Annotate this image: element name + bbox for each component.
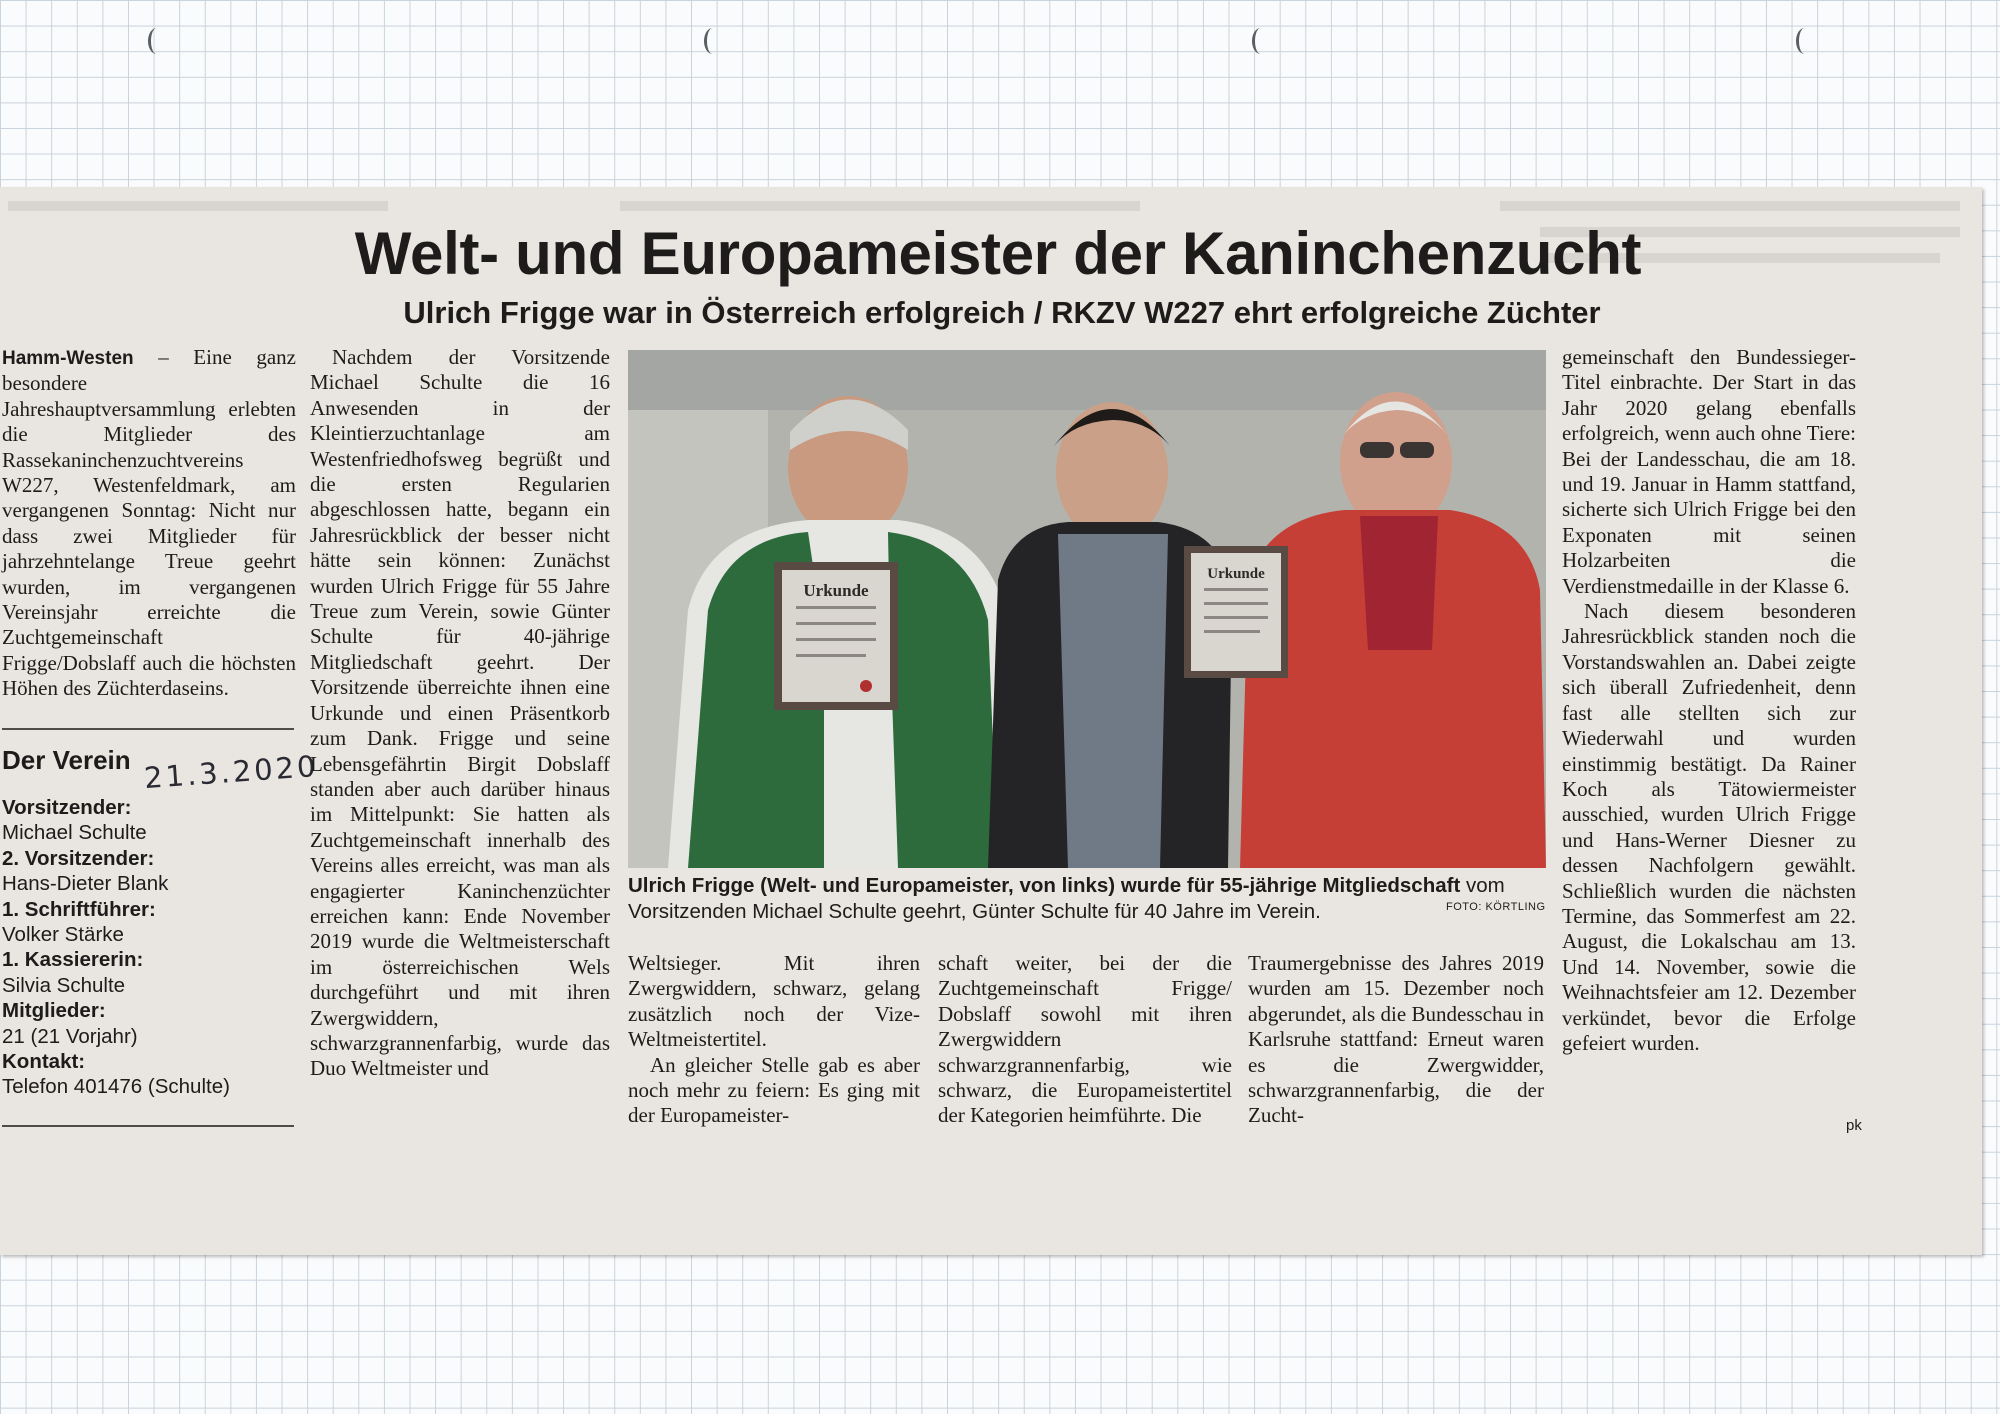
- column-6-paragraph-2: Nach diesem besonderen Jahresrückblick standen noch die Vorstandswahlen an. Dabei zeigte sich überall Zufriedenheit, denn fast alle stellten sich zur Wiederwahl und wurden einstimmig bestätigt. Da Rainer Koch als Tätowiermeister ausschied, wurden Ulrich Frigge und Hans-Werner Diesner zu dessen Nachfolgern gewählt. Schließlich wurden die nächsten Termine, das Sommerfest am 22. August, die Lokalschau am 13. Und 14. November, sowie die Weihnachtsfeier am 12. Dezember verkündet, bevor die Erfolge gefeiert wurden.: [1562, 599, 1856, 1055]
- certificate-seal: [860, 680, 872, 692]
- photo-caption: [628, 873, 1550, 924]
- divider: [2, 728, 294, 730]
- fact-label: Kontakt:: [2, 1050, 86, 1074]
- fact-value: Silvia Schulte: [2, 973, 126, 997]
- right-man-shirt: [1360, 516, 1438, 650]
- verein-facts: [2, 795, 302, 1100]
- middle-man-shirt: [1058, 534, 1168, 868]
- divider: [2, 1125, 294, 1127]
- article-column-5: [1248, 951, 1544, 1129]
- caption-rest: vom Vorsitzenden Michael Schulte geehrt, Günter Schulte für 40 Jahre im Verein.: [628, 874, 1505, 923]
- punch-hole: [1796, 28, 1813, 54]
- show-through: [8, 201, 388, 211]
- verein-heading: Der Verein: [2, 745, 131, 775]
- article-column-1: [2, 345, 296, 702]
- column-6-paragraph-1: gemeinschaft den Bundessieger-Titel einbrachte. Der Start in das Jahr 2020 gelang ebenfalls erfolgreich, wenn auch ohne Tiere: Bei der Landesschau, die am 18. und 19. Januar in Hamm stattfand, sicherte sich Ulrich Frigge bei den Exponaten mit seinen Holzarbeiten die Verdienstmedaille in der Klasse 6.: [1562, 345, 1856, 598]
- column-1-text: – Eine ganz besondere Jahreshauptversammlung erlebten die Mitglieder des Rassekaninchenzuchtvereins W227, Westenfeldmark, am vergangenen Sonntag: Nicht nur dass zwei Mitglieder für jahrzehntelange Treue geehrt wurden, im vergangenen Vereinsjahr erreichte die Zuchtgemeinschaft Frigge/Dobslaff auch die höchsten Höhen des Züchterdaseins.: [2, 345, 296, 701]
- show-through: [1500, 201, 1960, 211]
- article-column-3: [628, 951, 920, 1129]
- show-through: [620, 201, 1140, 211]
- fact-value: 21 (21 Vorjahr): [2, 1024, 138, 1048]
- fact-value: Michael Schulte: [2, 821, 147, 845]
- article-column-4: [938, 951, 1232, 1129]
- right-man-glasses: [1360, 442, 1394, 458]
- article-column-6: [1562, 345, 1856, 1056]
- right-man-glasses: [1400, 442, 1434, 458]
- column-3-paragraph-2: An gleicher Stelle gab es aber noch mehr zu feiern: Es ging mit der Europameister-: [628, 1052, 920, 1128]
- column-5-text: Traumergebnisse des Jahres 2019 wurden am 15. Dezember noch abgerundet, als die Bundesschau in Karlsruhe stattfand: Erneut waren es die Zwergwidder, schwarzgrannenfarbig, die der Zucht-: [1248, 951, 1544, 1128]
- fact-label: 1. Schriftführer:: [2, 897, 156, 921]
- article-column-2: [310, 345, 610, 1082]
- photo-illustration: [628, 350, 1546, 868]
- handwritten-date: 21.3.2020: [143, 748, 320, 796]
- dateline: Hamm-Westen: [2, 348, 134, 369]
- punch-hole: [148, 28, 165, 54]
- subheadline: Ulrich Frigge war in Österreich erfolgreich / RKZV W227 ehrt erfolgreiche Züchter: [403, 295, 1601, 330]
- fact-value: Hans-Dieter Blank: [2, 872, 169, 896]
- certificate-title-right: Urkunde: [1207, 566, 1265, 582]
- photo: [628, 350, 1546, 868]
- fact-label: 2. Vorsitzender:: [2, 846, 155, 870]
- fact-value: Telefon 401476 (Schulte): [2, 1075, 230, 1099]
- middle-man-head: [1056, 402, 1168, 542]
- photo-credit: FOTO: KÖRTLING: [1446, 901, 1546, 913]
- newspaper-clipping: [0, 187, 1982, 1255]
- certificate-title-left: Urkunde: [803, 581, 869, 600]
- fact-label: Mitglieder:: [2, 999, 106, 1023]
- caption-bold: Ulrich Frigge (Welt- und Europameister, von links) wurde für 55-jährige Mitgliedschaft: [628, 874, 1461, 897]
- punch-hole: [704, 28, 721, 54]
- fact-label: 1. Kassiererin:: [2, 948, 144, 972]
- punch-hole: [1252, 28, 1269, 54]
- column-3-paragraph-1: Weltsieger. Mit ihren Zwergwiddern, schwarz, gelang zusätzlich noch der Vize-Weltmeistertitel.: [628, 951, 920, 1052]
- fact-label: Vorsitzender:: [2, 796, 132, 819]
- fact-value: Volker Stärke: [2, 923, 124, 947]
- author-initials: pk: [1846, 1117, 1862, 1134]
- column-2-text: Nachdem der Vorsitzende Michael Schulte die 16 Anwesenden in der Kleintierzuchtanlage am Westenfriedhofsweg begrüßt und die ersten Regularien abgeschlossen hatte, begann ein Jahresrückblick der besser nicht hätte sein können: Zunächst wurden Ulrich Frigge für 55 Jahre Treue zum Verein, sowie Günter Schulte für 40-jährige Mitgliedschaft geehrt. Der Vorsitzende überreichte ihnen eine Urkunde und einen Präsentkorb zum Dank. Frigge und seine Lebensgefährtin Birgit Dobslaff standen aber auch darüber hinaus im Mittelpunkt: Sie hatten als Zuchtgemeinschaft innerhalb des Vereins alles erreicht, was man als engagierter Kaninchenzüchter erreichen kann: Ende November 2019 wurde die Weltmeisterschaft im österreichischen Wels durchgeführt und mit ihren Zwergwiddern, schwarzgrannenfarbig, wurde das Duo Weltmeister und: [310, 345, 610, 1081]
- headline: Welt- und Europameister der Kaninchenzucht: [354, 220, 1642, 287]
- column-4-text: schaft weiter, bei der die Zuchtgemeinschaft Frigge/ Dobslaff sowohl mit ihren Zwergwiddern schwarzgrannenfarbig, wie schwarz, die Europameistertitel der Kategorien heimführte. Die: [938, 951, 1232, 1128]
